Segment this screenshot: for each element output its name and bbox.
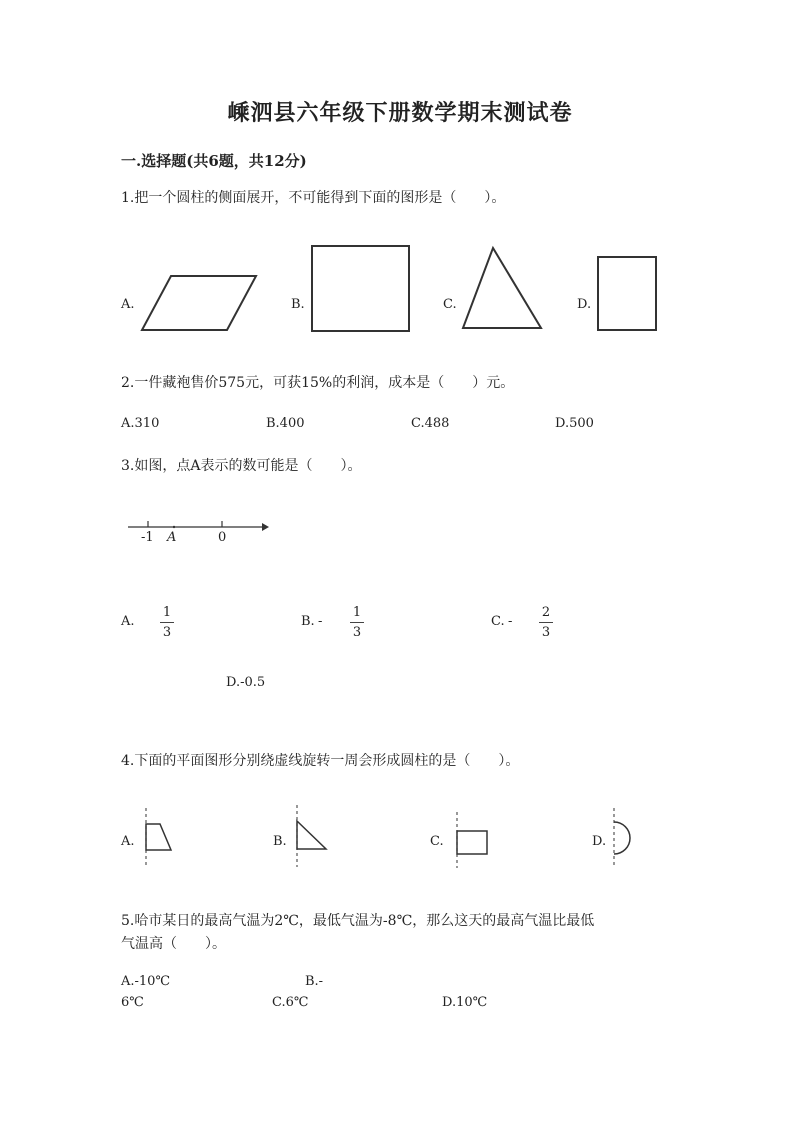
q4-option-d-label: D. <box>592 834 607 849</box>
number-line-label-neg1: -1 <box>141 530 154 545</box>
fraction-numerator: 1 <box>162 605 172 620</box>
q3-option-c-fraction <box>539 605 553 640</box>
q1-option-c-label: C. <box>443 297 457 312</box>
q2-option-d: D.500 <box>555 416 594 431</box>
fraction-numerator: 1 <box>352 605 362 620</box>
question-5-line-1: 5.哈市某日的最高气温为2℃，最低气温为-8℃，那么这天的最高气温比最低 <box>121 913 595 929</box>
q3-option-a-label: A. <box>121 614 135 629</box>
rectangle-axis-figure <box>452 812 492 868</box>
q5-option-b: B.- <box>305 974 324 989</box>
fraction-denominator: 3 <box>352 625 362 640</box>
q5-option-b-continued: 6℃ <box>121 995 144 1010</box>
square-figure <box>311 245 411 333</box>
question-2-text: 2.一件藏袍售价575元，可获15%的利润，成本是（ ）元。 <box>121 375 515 391</box>
question-1-text: 1.把一个圆柱的侧面展开，不可能得到下面的图形是（ ）。 <box>121 190 506 206</box>
fraction-denominator: 3 <box>541 625 551 640</box>
fraction-numerator: 2 <box>541 605 551 620</box>
page-title: 嵊泗县六年级下册数学期末测试卷 <box>227 100 573 126</box>
semicircle-axis-figure <box>608 808 638 868</box>
q2-option-c: C.488 <box>411 416 450 431</box>
q5-option-d: D.10℃ <box>442 995 488 1010</box>
q4-option-b-label: B. <box>273 834 287 849</box>
q3-option-d: D.-0.5 <box>226 675 266 690</box>
question-3-text: 3.如图，点A表示的数可能是（ ）。 <box>121 458 362 474</box>
q1-option-d-label: D. <box>577 297 592 312</box>
q3-option-c-label: C. <box>491 614 505 629</box>
trapezoid-axis-figure <box>142 808 176 866</box>
q3-option-b-label: B. <box>301 614 315 629</box>
question-5-line-2: 气温高（ ）。 <box>121 936 226 952</box>
section-heading: 一.选择题(共6题，共12分) <box>121 152 307 170</box>
number-line-label-0: 0 <box>218 530 227 545</box>
q1-option-b-label: B. <box>291 297 305 312</box>
q2-option-a: A.310 <box>121 416 160 431</box>
parallelogram-figure <box>140 274 260 334</box>
q3-option-c-sign: - <box>508 614 513 629</box>
q3-option-b-fraction <box>350 605 364 640</box>
q1-option-a-label: A. <box>121 297 135 312</box>
number-line <box>128 517 273 531</box>
q3-option-a-fraction <box>160 605 174 640</box>
q4-option-a-label: A. <box>121 834 135 849</box>
q3-option-b-sign: - <box>318 614 323 629</box>
number-line-label-a: A <box>167 530 177 545</box>
rectangle-figure <box>597 256 659 332</box>
triangle-figure <box>461 246 545 332</box>
triangle-axis-figure <box>293 805 331 867</box>
fraction-denominator: 3 <box>162 625 172 640</box>
q2-option-b: B.400 <box>266 416 305 431</box>
q4-option-c-label: C. <box>430 834 444 849</box>
q5-option-a: A.-10℃ <box>121 974 170 989</box>
q5-option-c: C.6℃ <box>272 995 309 1010</box>
question-4-text: 4.下面的平面图形分别绕虚线旋转一周会形成圆柱的是（ ）。 <box>121 753 520 769</box>
